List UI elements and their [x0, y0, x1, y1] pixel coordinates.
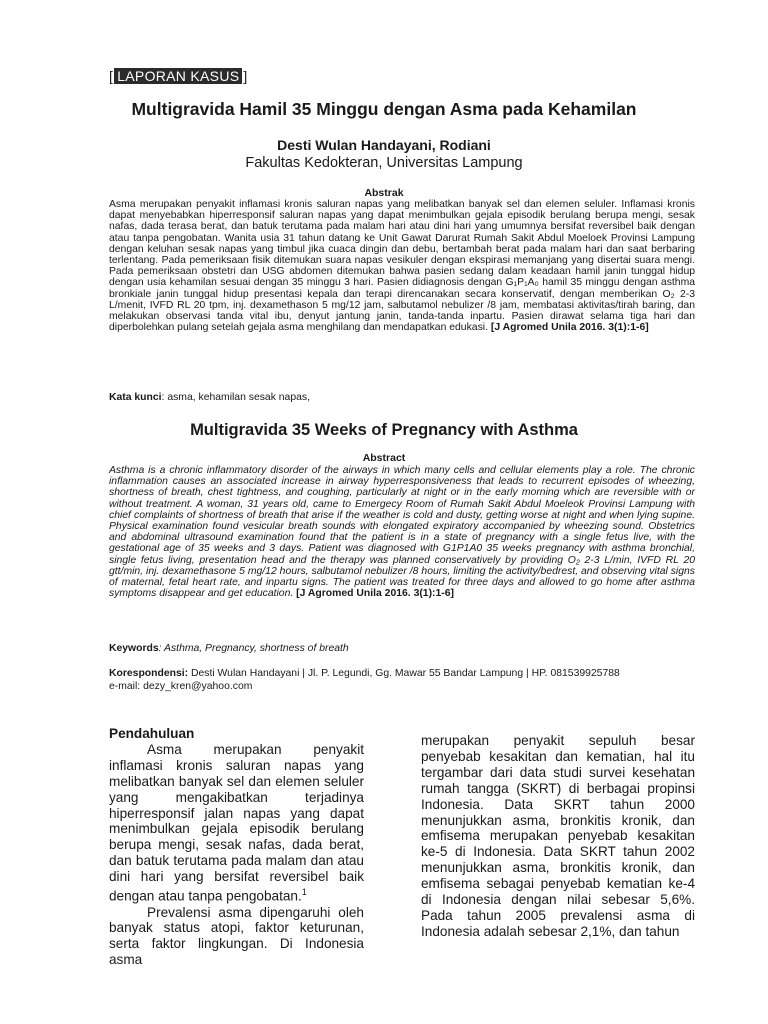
keywords-id-value: : asma, kehamilan sesak napas,: [161, 392, 310, 403]
abstract-citation: [J Agromed Unila 2016. 3(1):1-6]: [296, 588, 454, 600]
intro-paragraph-1-text: Asma merupakan penyakit inflamasi kronis saluran napas yang melibatkan banyak sel dan elemen seluler yang mengakibatkan terjadinya hiperresponsif jalan napas yang dapat menimbulkan gejala episodik berulang berupa mengi, sesak nafas, dada berat, dan batuk terutama pada malam dan atau dini hari yang bersifat reversibel baik dengan atau tanpa pengobatan.: [109, 741, 364, 904]
affiliation: Fakultas Kedokteran, Universitas Lampung: [245, 155, 523, 171]
keywords-indonesian: [109, 391, 699, 404]
keywords-en-value: : Asthma, Pregnancy, shortness of breath: [158, 643, 349, 654]
authors: Desti Wulan Handayani, Rodiani: [277, 137, 491, 153]
keywords-english: [109, 642, 699, 655]
keywords-id-label: Kata kunci: [109, 392, 162, 403]
tag-label: LAPORAN KASUS: [114, 68, 242, 84]
correspondence-email: e-mail: dezy_kren@yahoo.com: [109, 681, 253, 692]
abstract-text: Asthma is a chronic inflammatory disorder of the airways in which many cells and cellular elements play a role. The chronic inflammation causes an associated increase in airway hyperresponsiveness that leads to recurrent episodes of wheezing, shortness of breath, chest tightness, and coughing, particularly at night or in the early morning which are reversible with or without treatment. A woman, 31 years old, came to Emergecy Room of Rumah Sakit Abdul Moeleok Provinsi Lampung with chief complaints of shortness of breath that arise if the weather is cold and dusty, getting worse at night and when lying supine. Physical examination found vesicular breath sounds with elongated expiratory accompanied by wheezing sound. Obstetrics and abdominal ultrasound examination found that the patient is in a state of pregnancy with a single fetus live, with the gestational age of 35 weeks and 3 days. Patient was diagnosed with G1P1A0 35 weeks pregnancy with asthma bronchial, single fetus living, presentation head and the therapy was planned conservatively by providing O₂ 2-3 L/min, IVFD RL 20 gtt/min, inj. dexamethasone 5 mg/12 hours, salbutamol nebulizer /8 hours, limiting the activity/bedrest, and observing vital signs of maternal, fetal heart rate, and inpartu signs. The patient was treated for three days and allowed to go home after asthma symptoms disappear and get education.: [109, 465, 695, 600]
tag-bracket-open: [: [109, 68, 114, 84]
article-title-indonesian: Multigravida Hamil 35 Minggu dengan Asma pada Kehamilan: [131, 99, 637, 119]
article-type-tag: [109, 66, 248, 86]
correspondence-line: [109, 667, 709, 680]
abstract-body: [109, 465, 695, 599]
correspondence: [109, 667, 709, 693]
abstract-heading: Abstract: [362, 452, 406, 464]
abstrak-heading: Abstrak: [364, 187, 404, 199]
body-column-left: [109, 726, 364, 968]
abstrak-body: [109, 199, 695, 333]
tag-bracket-close: ]: [243, 68, 248, 84]
reference-marker: 1: [301, 887, 307, 898]
intro-paragraph-continued: merupakan penyakit sepuluh besar penyebab kesakitan dan kematian, hal itu tergambar dari data studi survei kesehatan rumah tangga (SKRT) di berbagai propinsi Indonesia. Data SKRT tahun 2000 menunjukkan asma, bronkitis kronik, dan emfisema merupakan penyebab kesakitan ke-5 di Indonesia. Data SKRT tahun 2002 menunjukkan asma, bronkitis kronik, dan emfisema sebagai penyebab kematian ke-4 di Indonesia dengan nilai sebesar 5,6%. Pada tahun 2005 prevalensi asma di Indonesia adalah sebesar 2,1%, dan tahun: [421, 733, 695, 939]
abstrak-text: Asma merupakan penyakit inflamasi kronis saluran napas yang melibatkan banyak sel dan elemen seluler. Inflamasi kronis dapat menyebabkan hiperresponsif saluran napas yang dapat menimbulkan gejala episodik berulang berupa mengi, sesak nafas, dada terasa berat, dan batuk terutama pada malam hari atau dini hari yang umumnya bersifat reversibel baik dengan atau tanpa pengobatan. Wanita usia 31 tahun datang ke Unit Gawat Darurat Rumah Sakit Abdul Moeloek Provinsi Lampung dengan keluhan sesak napas yang timbul jika cuaca dingin dan debu, bertambah berat pada malam hari dan saat berbaring terlentang. Pada pemeriksaan fisik ditemukan suara napas vesikuler dengan ekspirasi memanjang yang disertai suara mengi. Pada pemeriksaan obstetri dan USG abdomen ditemukan bahwa pasien sedang dalam keadaan hamil janin tunggal hidup dengan usia kehamilan sesuai dengan 35 minggu 3 hari. Pasien didiagnosis dengan G₁P₁A₀ hamil 35 minggu dengan asthma bronkiale janin tunggal hidup presentasi kepala dan terapi direncanakan secara konservatif, dengan memberikan O₂ 2-3 L/menit, IVFD RL 20 tpm, inj. dexamethason 5 mg/12 jam, salbutamol nebulizer /8 jam, membatasi aktivitas/tirah baring, dan melakukan observasi tanda vital ibu, denyut jantung janin, tanda-tanda inpartu. Pasien dirawat selama tiga hari dan diperbolehkan pulang setelah gejala asma menghilang dan mendapatkan edukasi.: [109, 199, 695, 334]
body-column-right: [421, 733, 695, 940]
keywords-en-label: Keywords: [109, 643, 159, 654]
correspondence-label: Korespondensi:: [109, 668, 189, 679]
article-title-english: Multigravida 35 Weeks of Pregnancy with Asthma: [190, 421, 578, 439]
intro-paragraph-2: Prevalensi asma dipengaruhi oleh banyak status atopi, faktor keturunan, serta faktor lingkungan. Di Indonesia asma: [109, 904, 364, 968]
abstrak-citation: [J Agromed Unila 2016. 3(1):1-6]: [490, 322, 649, 334]
correspondence-text: Desti Wulan Handayani | Jl. P. Legundi, Gg. Mawar 55 Bandar Lampung | HP. 081539925788: [190, 668, 620, 679]
section-heading-pendahuluan: Pendahuluan: [109, 726, 195, 741]
intro-paragraph-1: [109, 742, 364, 905]
